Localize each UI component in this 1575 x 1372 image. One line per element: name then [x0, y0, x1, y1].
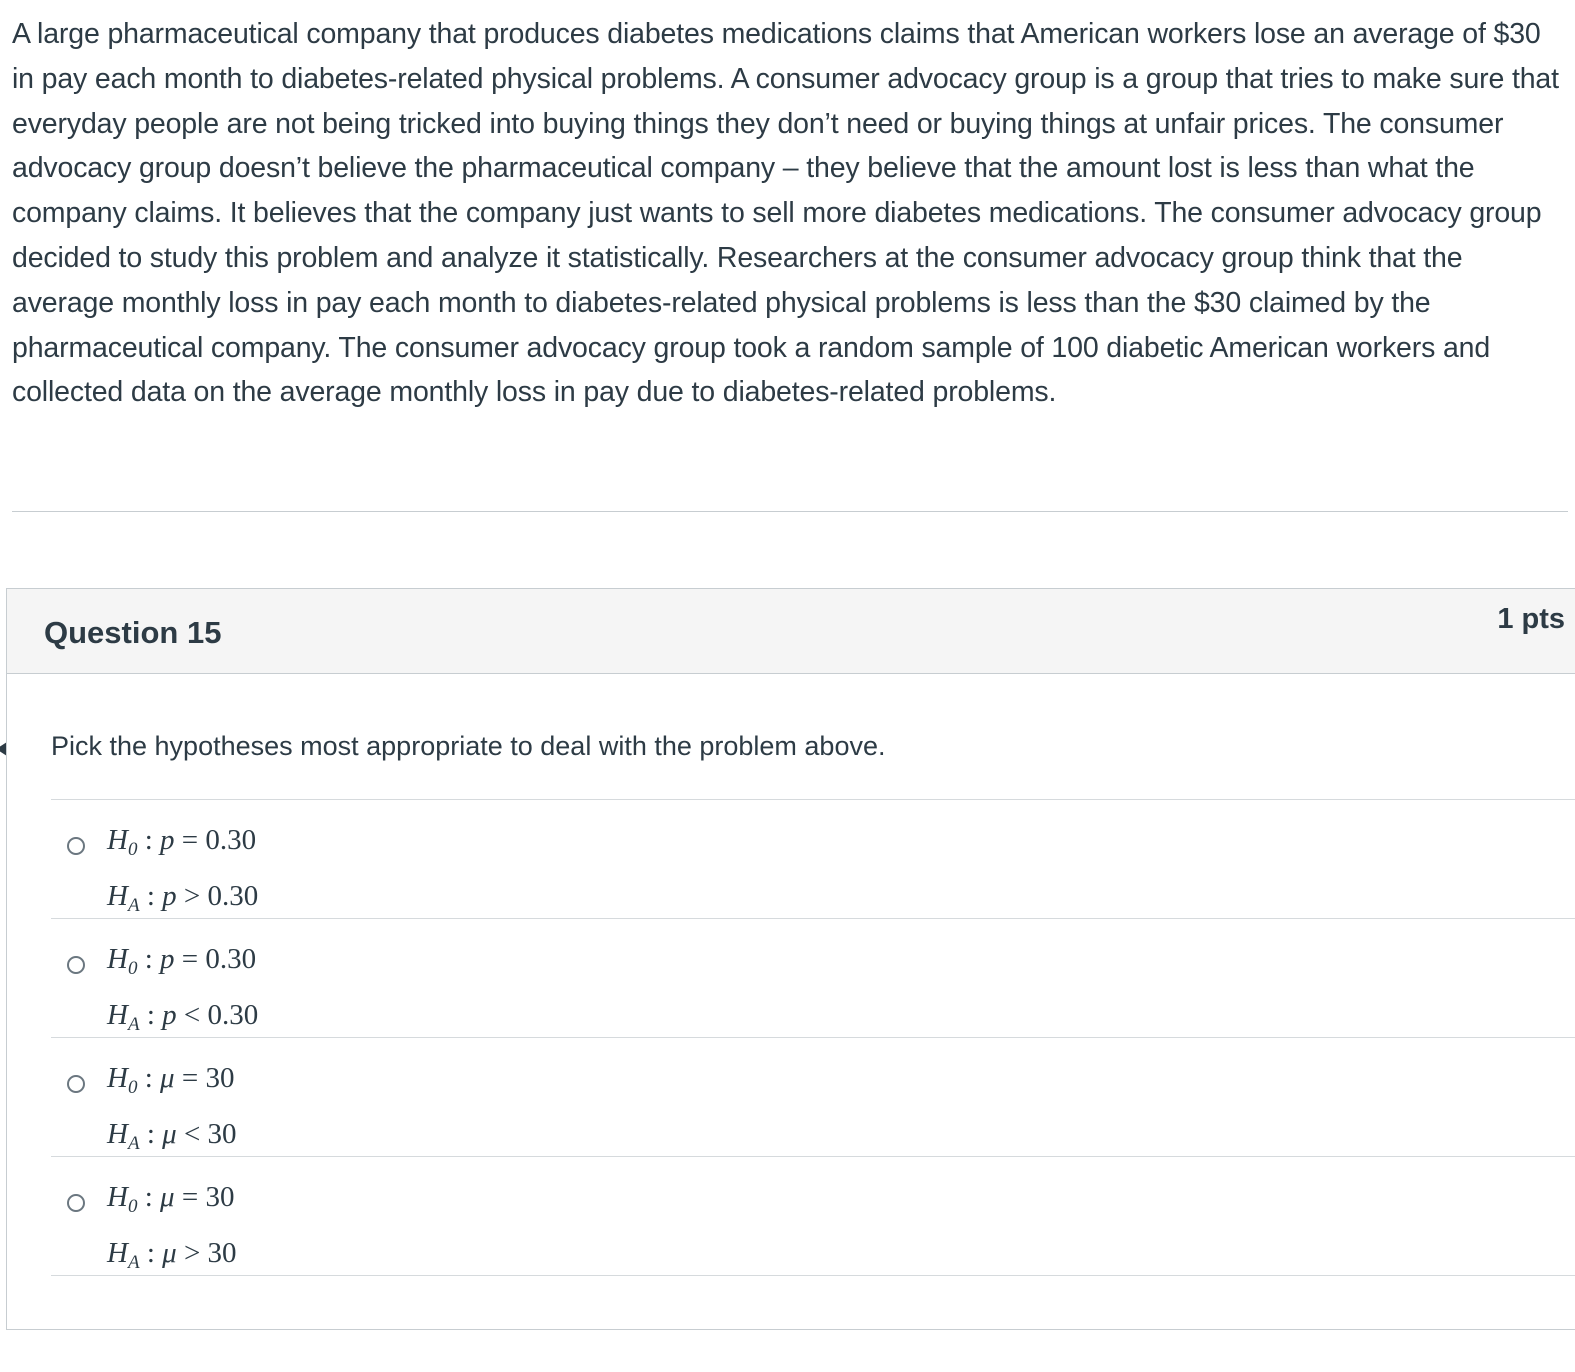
radio-circle-icon[interactable] — [67, 1194, 85, 1212]
null-hypothesis: $H_0$ : μ = 30 — [107, 1062, 235, 1098]
alternative-hypothesis: $H_A$ : p > 0.30 — [107, 880, 259, 916]
question-title: Question 15 — [44, 615, 222, 650]
null-hypothesis: $H_0$ : p = 0.30 — [107, 824, 257, 860]
answer-option-3[interactable] — [51, 1037, 1575, 1156]
question-prompt: Pick the hypotheses most appropriate to deal with the problem above. — [51, 731, 886, 761]
answer-option-4[interactable] — [51, 1156, 1575, 1276]
alternative-hypothesis: $H_A$ : μ > 30 — [107, 1237, 237, 1273]
question-passage — [12, 8, 1568, 512]
answer-option-1[interactable] — [51, 799, 1575, 918]
question-card — [6, 588, 1575, 1330]
radio-circle-icon[interactable] — [67, 956, 85, 974]
radio-circle-icon[interactable] — [67, 837, 85, 855]
passage-text: A large pharmaceutical company that produces diabetes medications claims that American workers lose an average of $30 in pay each month to diabetes-related physical problems. A consumer advocacy group is a group that tries to make sure that everyday people are not being tricked into buying things they don’t need or buying things at unfair prices. The consumer advocacy group doesn’t believe the pharmaceutical company – they believe that the amount lost is less than what the company claims. It believes that the company just wants to sell more diabetes medications. The consumer advocacy group decided to study this problem and analyze it statistically. Researchers at the consumer advocacy group think that the average monthly loss in pay each month to diabetes-related physical problems is less than the $30 claimed by the pharmaceutical company. The consumer advocacy group took a random sample of 100 diabetic American workers and collected data on the average monthly loss in pay due to diabetes-related problems. — [12, 18, 1559, 409]
null-hypothesis: $H_0$ : p = 0.30 — [107, 943, 257, 979]
question-header — [7, 589, 1575, 674]
alternative-hypothesis: $H_A$ : p < 0.30 — [107, 999, 259, 1035]
radio-circle-icon[interactable] — [67, 1075, 85, 1093]
answer-list — [51, 799, 1575, 1276]
question-points: 1 pts — [1497, 603, 1565, 635]
null-hypothesis: $H_0$ : μ = 30 — [107, 1181, 235, 1217]
alternative-hypothesis: $H_A$ : μ < 30 — [107, 1118, 237, 1154]
answer-option-2[interactable] — [51, 918, 1575, 1037]
